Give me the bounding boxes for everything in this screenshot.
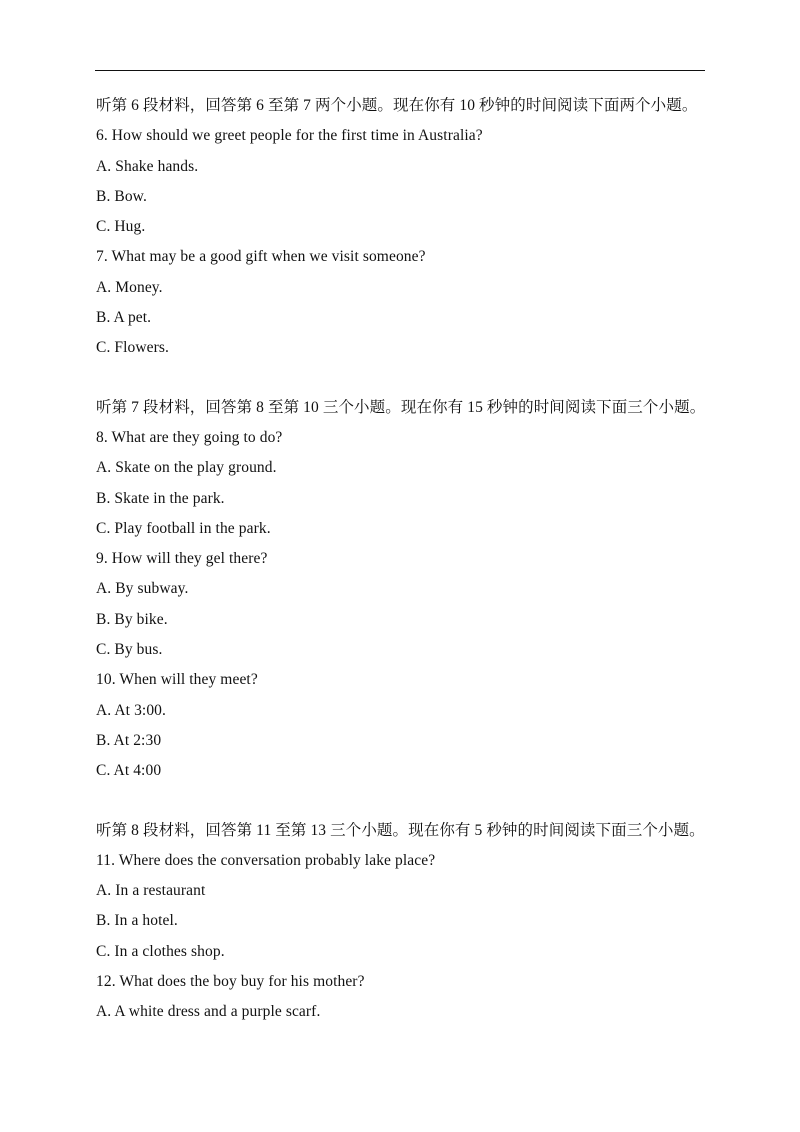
answer-option: A. At 3:00. xyxy=(96,701,166,719)
section-spacer xyxy=(96,367,756,396)
question-stem: 8. What are they going to do? xyxy=(96,428,283,446)
answer-option: B. Skate in the park. xyxy=(96,489,225,507)
answer-option: B. A pet. xyxy=(96,309,152,327)
question-stem: 7. What may be a good gift when we visit someone? xyxy=(96,248,426,266)
question-stem: 10. When will they meet? xyxy=(96,671,258,689)
answer-option: C. Flowers. xyxy=(96,339,170,357)
answer-option: A. Skate on the play ground. xyxy=(96,459,277,477)
section-instruction: 听第 8 段材料，回答第 11 至第 13 三个小题。现在你有 5 秒钟的时间阅读下面三个小题。 xyxy=(96,821,705,839)
section-instruction: 听第 6 段材料，回答第 6 至第 7 两个小题。现在你有 10 秒钟的时间阅读下面两个小题。 xyxy=(96,97,698,114)
answer-option: C. At 4:00 xyxy=(96,762,162,780)
answer-option: A. In a restaurant xyxy=(96,882,206,900)
question-stem: 11. Where does the conversation probably lake place? xyxy=(96,851,436,869)
answer-option: A. Shake hands. xyxy=(96,157,199,175)
answer-option: A. Money. xyxy=(96,278,163,296)
section-instruction: 听第 7 段材料，回答第 8 至第 10 三个小题。现在你有 15 秒钟的时间阅读下面三个小题。 xyxy=(96,398,706,416)
question-stem: 12. What does the boy buy for his mother? xyxy=(96,973,365,991)
section-spacer xyxy=(96,790,756,819)
answer-option: C. Hug. xyxy=(96,218,146,236)
question-stem: 6. How should we greet people for the first time in Australia? xyxy=(96,127,483,145)
answer-option: C. By bus. xyxy=(96,641,163,659)
answer-option: C. In a clothes shop. xyxy=(96,942,225,960)
answer-option: B. At 2:30 xyxy=(96,731,162,749)
exam-content xyxy=(96,94,756,1031)
answer-option: A. By subway. xyxy=(96,580,189,598)
answer-option: B. In a hotel. xyxy=(96,912,178,930)
answer-option: A. A white dress and a purple scarf. xyxy=(96,1003,321,1021)
header-rule xyxy=(95,70,705,71)
question-stem: 9. How will they gel there? xyxy=(96,550,268,568)
answer-option: C. Play football in the park. xyxy=(96,519,271,537)
answer-option: B. Bow. xyxy=(96,187,147,205)
answer-option: B. By bike. xyxy=(96,610,168,628)
